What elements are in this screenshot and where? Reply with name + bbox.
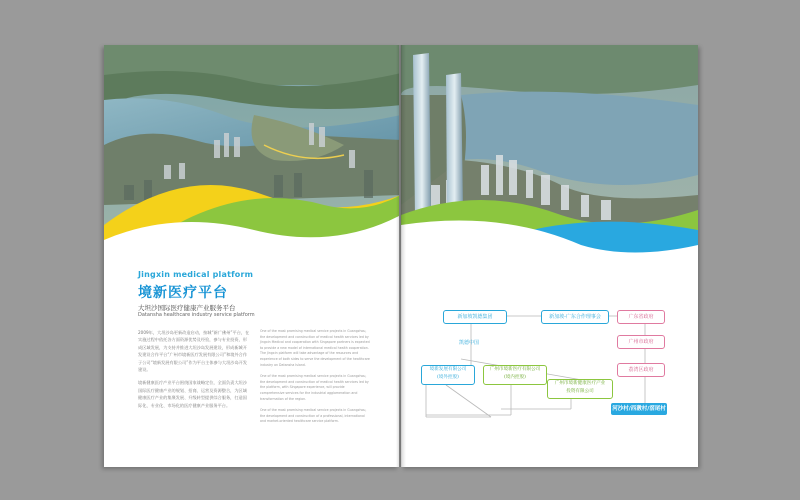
chinese-title: 境新医疗平台 bbox=[138, 285, 228, 301]
org-node-jingxin-development: 境新发展有限公司 (境外控股) bbox=[421, 365, 475, 385]
org-node-capitaland-china: 凯德中国 bbox=[459, 340, 480, 346]
chinese-subtitle: 大坦沙国际医疗健康产业服务平台 bbox=[138, 304, 236, 312]
org-node-sg-gd-council: 新加坡-广东合作理事会 bbox=[541, 310, 609, 324]
body-paragraph: One of the most promising medical service projects in Guangzhou, the development and construction of medical health services led by the platform, with Singapore experience, will provide comprehensive services for the industrial agglomeration and transformation of the region. bbox=[260, 374, 369, 401]
org-node-liwan-gov: 荔湾区政府 bbox=[617, 363, 665, 377]
body-paragraph: 境新健康医疗产业平台围绕国家战略定位，全面负责大坦沙国际医疗健康产业的规划、招商、运营及资源整合，为区域健康医疗产业的集聚发展、升级转型提供综合服务，打造国际化、专业化、市场化的医疗健康产业服务平台。 bbox=[138, 380, 247, 408]
english-title: Jingxin medical platform bbox=[138, 270, 254, 279]
right-page bbox=[401, 45, 698, 467]
chinese-body-column bbox=[138, 329, 250, 415]
org-node-villages: 河沙村/西漖村/滘尾村 bbox=[611, 403, 667, 415]
body-paragraph: One of the most promising medical service projects in Guangzhou, the development and construction of medical health services led by Jingxin Medical and cooperation with Singapore partners is expected to provide a new model of international medical health cooperation. The Jingxin platform will take advantage of the resources and experience of both sides to serve the development of the healthcare industry on Datansha Island. bbox=[260, 329, 370, 367]
book-gutter-shadow bbox=[396, 45, 406, 467]
body-paragraph: One of the most promising medical service projects in Guangzhou, the development and construction of a professional, international and market-oriented healthcare service platform. bbox=[260, 408, 367, 424]
org-node-gz-jingxin-industry: 广州市境新健康医疗产业 投资有限公司 bbox=[547, 379, 613, 399]
org-node-capitaland: 新加坡凯德集团 bbox=[443, 310, 507, 324]
aerial-photo-right bbox=[401, 45, 698, 255]
org-node-guangdong-gov: 广东省政府 bbox=[617, 310, 665, 324]
left-page bbox=[104, 45, 399, 467]
aerial-photo-left bbox=[104, 45, 399, 255]
org-node-gz-jingxin-medical: 广州市境新医疗有限公司 (境内控股) bbox=[483, 365, 547, 385]
body-paragraph: 2009年，大坦沙岛更新改造启动，按城“新广佛州”平台，在实施过程中依托各方面资源优势及经验，参与专业投资，形成区域发展，为支持并推进大坦沙岛发展建设，形成新城开发建设合作平台“广州市境新医疗发展有限公司”和境外合作子公司“境新发展有限公司”作为平台主体参与大坦沙岛开发建设。 bbox=[138, 330, 250, 373]
brochure-spread bbox=[104, 45, 698, 467]
english-subtitle: Datansha healthcare industry service platform bbox=[138, 312, 255, 318]
org-node-guangzhou-gov: 广州市政府 bbox=[617, 335, 665, 349]
english-body-column bbox=[260, 329, 370, 431]
